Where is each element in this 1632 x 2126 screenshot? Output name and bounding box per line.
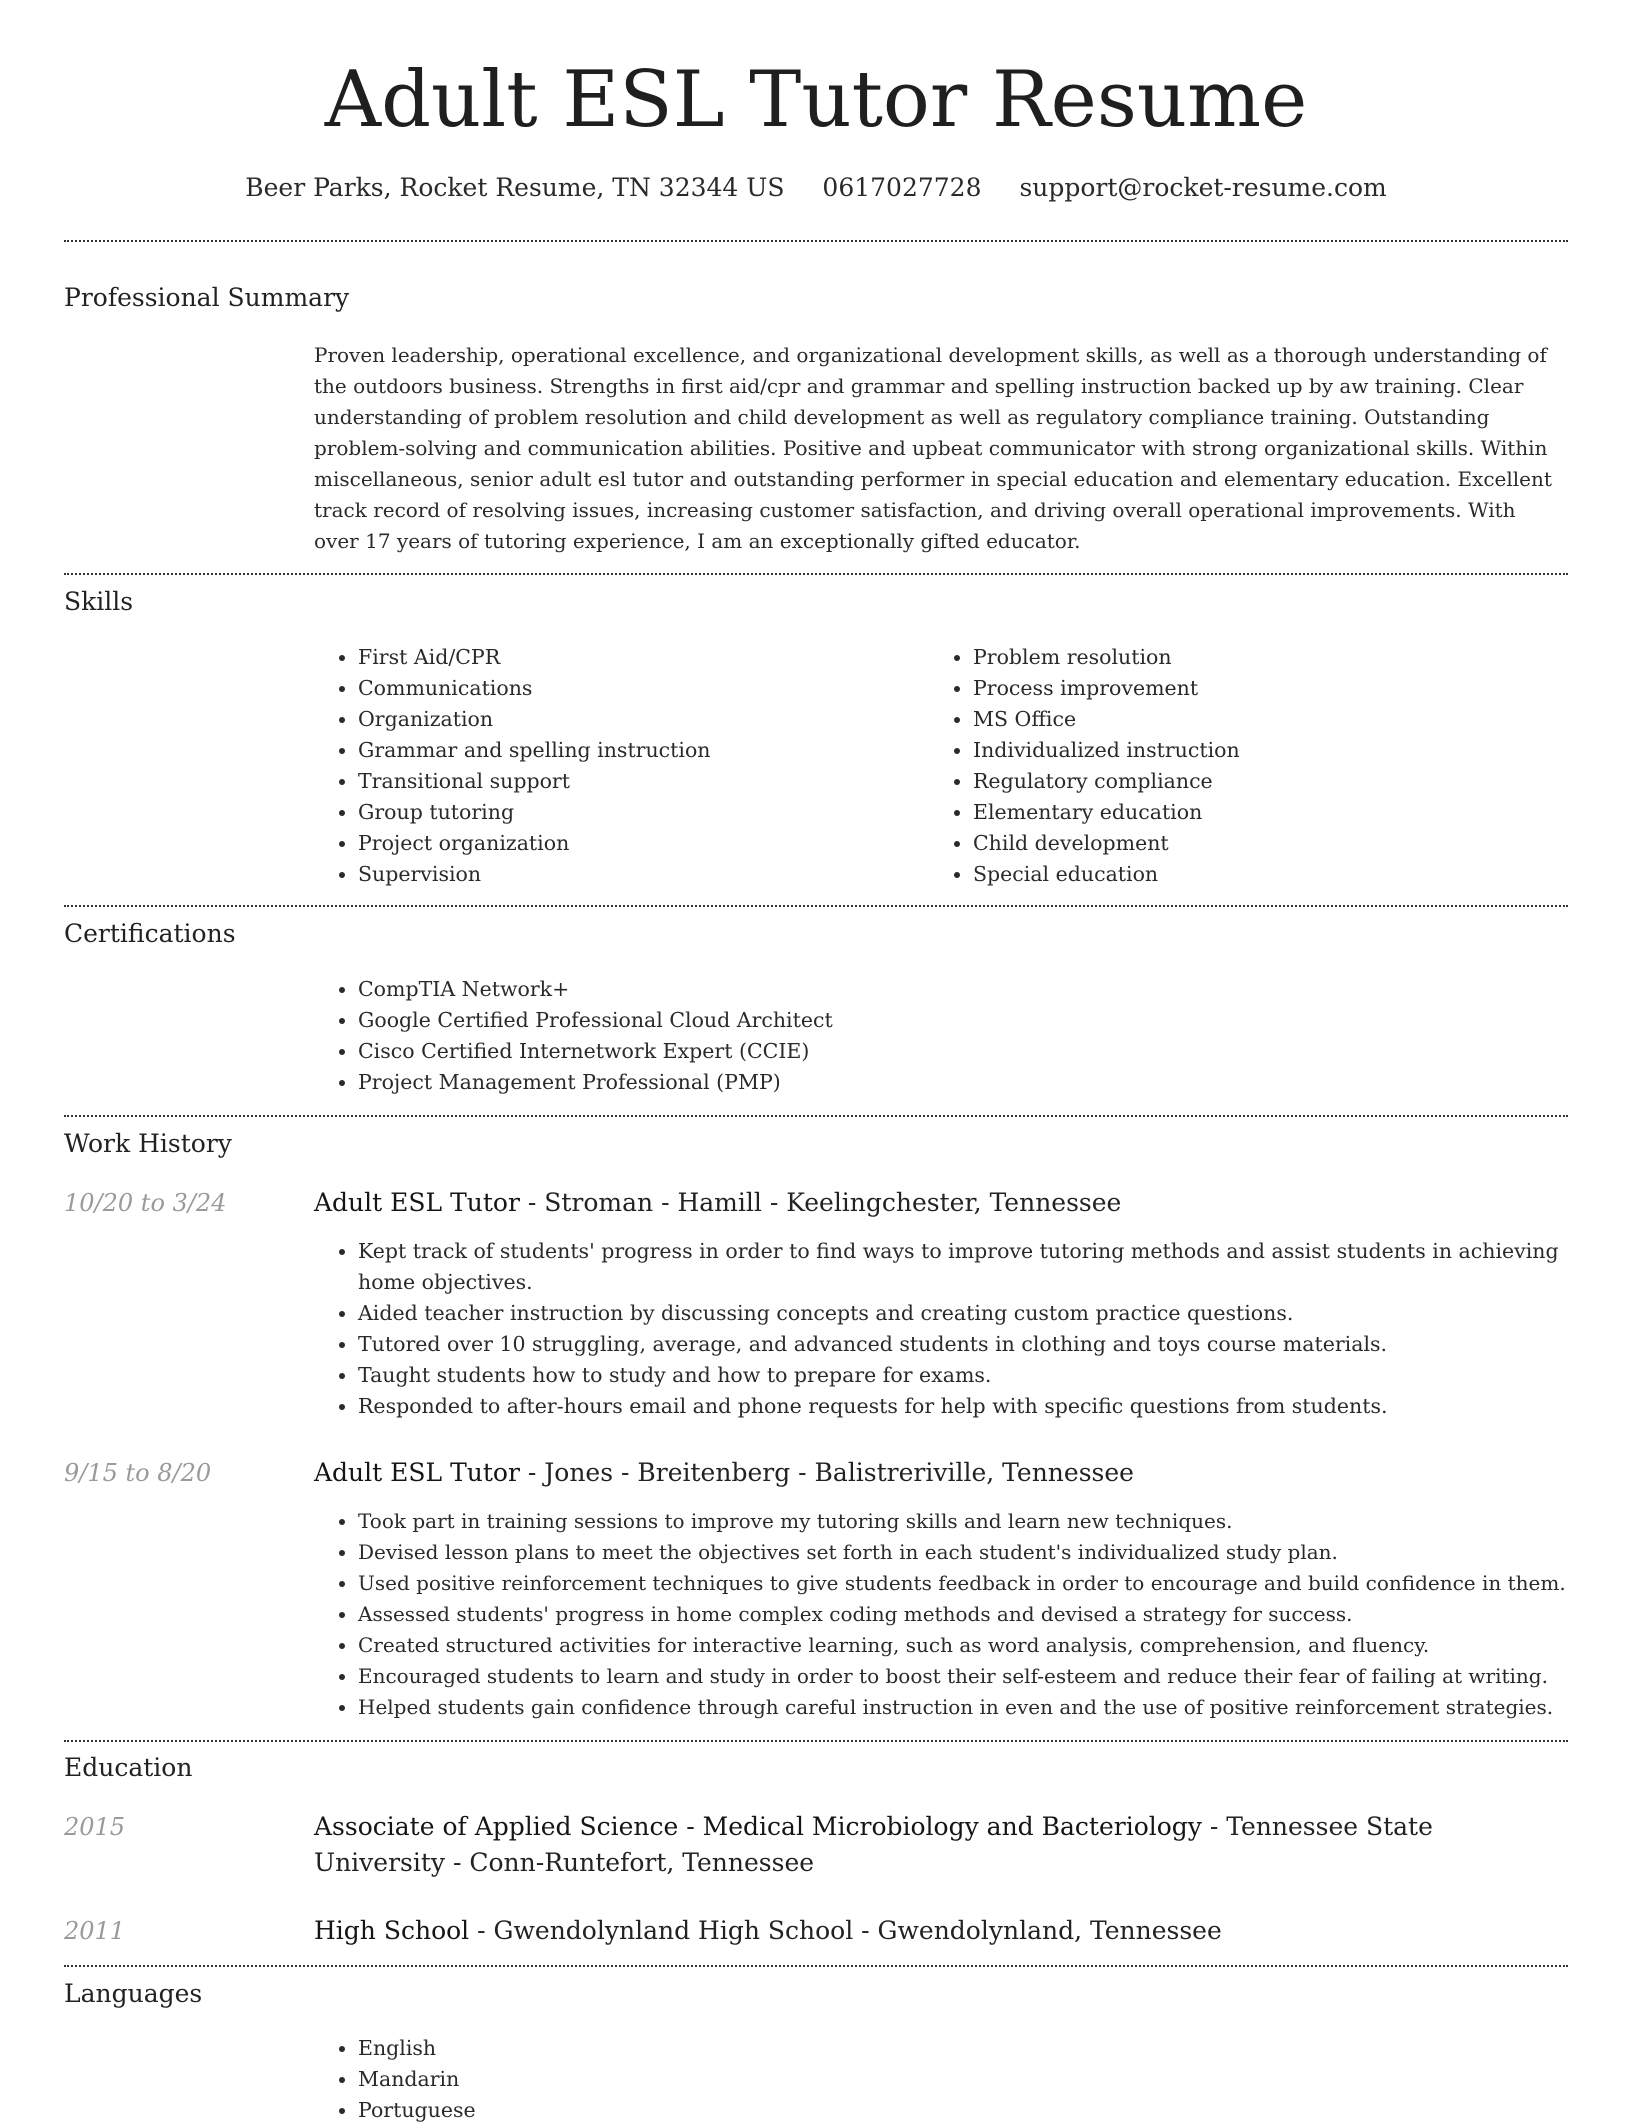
divider [64, 240, 1568, 242]
skill-item: • First Aid/CPR [358, 642, 918, 673]
job-bullet: • Encouraged students to learn and study in order to boost their self-esteem and reduce their fear of failing at writing. [358, 1661, 1618, 1692]
divider [64, 573, 1568, 575]
certification-item: • CompTIA Network+ [358, 974, 1558, 1005]
skill-item: • Process improvement [973, 673, 1573, 704]
skills-list-right [929, 642, 1573, 890]
education-school: - Gwendolynland High School - Gwendolynland, Tennessee [469, 1916, 1222, 1945]
education-entry [314, 1913, 1566, 1949]
skill-item: • Individualized instruction [973, 735, 1573, 766]
section-title-certifications: Certifications [64, 919, 236, 948]
job-heading [314, 1455, 1566, 1491]
section-title-languages: Languages [64, 1979, 203, 2008]
contact-line [0, 170, 1632, 206]
job-bullet: • Kept track of students' progress in order to find ways to improve tutoring methods and assist students in achieving home objectives. [358, 1236, 1566, 1298]
job-company: Jones - Breitenberg - Balistreriville, Tennessee [544, 1458, 1134, 1487]
education-degree: High School [314, 1916, 470, 1945]
certification-item: • Google Certified Professional Cloud Architect [358, 1005, 1558, 1036]
job-title: Adult ESL Tutor [314, 1188, 520, 1217]
skill-item: • Supervision [358, 859, 918, 890]
job-heading [314, 1185, 1566, 1221]
language-item: • Portuguese [358, 2095, 958, 2126]
education-school: - Tennessee State University - Conn-Runtefort, Tennessee [314, 1812, 1433, 1877]
divider [64, 1965, 1568, 1967]
divider [64, 1740, 1568, 1742]
resume-title: Adult ESL Tutor Resume [324, 55, 1308, 145]
job-title: Adult ESL Tutor [314, 1458, 520, 1487]
contact-email: support@rocket-resume.com [1019, 173, 1387, 202]
job-dates: 9/15 to 8/20 [64, 1459, 212, 1487]
section-title-skills: Skills [64, 587, 134, 616]
certification-item: • Project Management Professional (PMP) [358, 1067, 1558, 1098]
skill-item: • MS Office [973, 704, 1573, 735]
skill-item: • Child development [973, 828, 1573, 859]
education-year: 2015 [64, 1813, 126, 1841]
job-bullet: • Created structured activities for interactive learning, such as word analysis, comprehension, and fluency. [358, 1630, 1618, 1661]
section-title-summary: Professional Summary [64, 283, 350, 312]
certifications-list [314, 974, 1558, 1098]
job-separator: - [519, 1458, 545, 1487]
education-degree: Associate of Applied Science - Medical Microbiology and Bacteriology [314, 1812, 1202, 1841]
contact-phone: 0617027728 [822, 173, 982, 202]
job-bullet: • Devised lesson plans to meet the objectives set forth in each student's individualized study plan. [358, 1537, 1618, 1568]
section-title-education: Education [64, 1753, 193, 1782]
job-bullet: • Helped students gain confidence through careful instruction in even and the use of positive reinforcement strategies. [358, 1692, 1618, 1723]
skills-list-left [314, 642, 918, 890]
skill-item: • Group tutoring [358, 797, 918, 828]
job-bullets [314, 1236, 1566, 1422]
certification-item: • Cisco Certified Internetwork Expert (CCIE) [358, 1036, 1558, 1067]
skill-item: • Transitional support [358, 766, 918, 797]
skill-item: • Special education [973, 859, 1573, 890]
skill-item: • Problem resolution [973, 642, 1573, 673]
education-entry [314, 1809, 1566, 1881]
job-bullet: • Took part in training sessions to improve my tutoring skills and learn new techniques. [358, 1506, 1618, 1537]
job-separator: - [519, 1188, 545, 1217]
job-bullet: • Aided teacher instruction by discussing concepts and creating custom practice questions. [358, 1298, 1566, 1329]
language-item: • Mandarin [358, 2064, 958, 2095]
job-bullet: • Taught students how to study and how to prepare for exams. [358, 1360, 1566, 1391]
skill-item: • Communications [358, 673, 918, 704]
languages-list [314, 2033, 958, 2126]
job-bullets [314, 1506, 1618, 1723]
skill-item: • Project organization [358, 828, 918, 859]
job-dates: 10/20 to 3/24 [64, 1189, 227, 1217]
education-year: 2011 [64, 1917, 126, 1945]
job-company: Stroman - Hamill - Keelingchester, Tennessee [544, 1188, 1122, 1217]
job-bullet: • Tutored over 10 struggling, average, and advanced students in clothing and toys course materials. [358, 1329, 1566, 1360]
job-bullet: • Responded to after-hours email and phone requests for help with specific questions from students. [358, 1391, 1566, 1422]
divider [64, 1115, 1568, 1117]
job-bullet: • Assessed students' progress in home complex coding methods and devised a strategy for success. [358, 1599, 1618, 1630]
section-title-work-history: Work History [64, 1129, 232, 1158]
skill-item: • Organization [358, 704, 918, 735]
summary-text: Proven leadership, operational excellence, and organizational development skills, as well as a thorough understanding of the outdoors business. Strengths in first aid/cpr and grammar and spelling instruction backed up by aw training. Clear understanding of problem resolution and child development as well as regulatory compliance training. Outstanding problem-solving and communication abilities. Positive and upbeat communicator with strong organizational skills. Within miscellaneous, senior adult esl tutor and outstanding performer in special education and elementary education. Excellent track record of resolving issues, increasing customer satisfaction, and driving overall operational improvements. With over 17 years of tutoring experience, I am an exceptionally gifted educator. [314, 343, 1552, 553]
divider [64, 905, 1568, 907]
skill-item: • Elementary education [973, 797, 1573, 828]
language-item: • English [358, 2033, 958, 2064]
skill-item: • Regulatory compliance [973, 766, 1573, 797]
job-bullet: • Used positive reinforcement techniques to give students feedback in order to encourage and build confidence in them. [358, 1568, 1618, 1599]
contact-address: Beer Parks, Rocket Resume, TN 32344 US [245, 173, 785, 202]
skill-item: • Grammar and spelling instruction [358, 735, 918, 766]
